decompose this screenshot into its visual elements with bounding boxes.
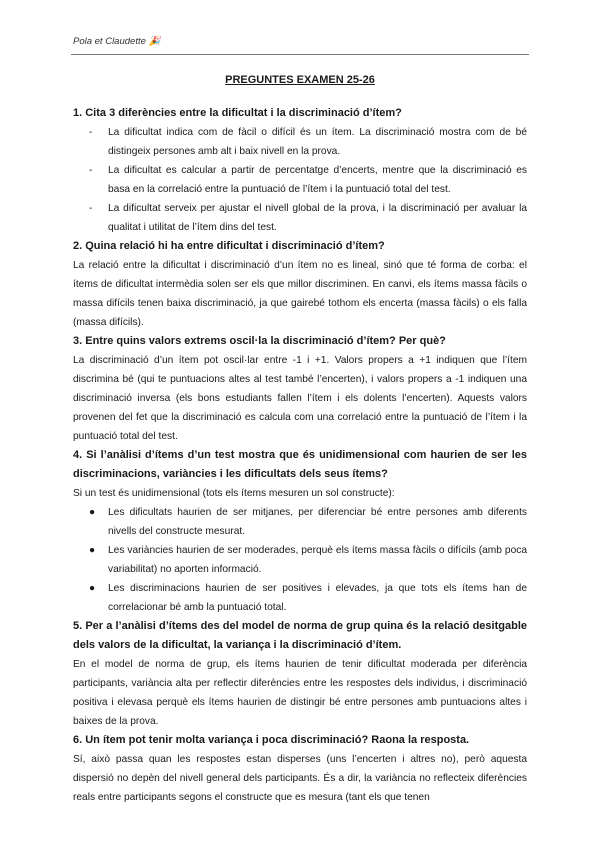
list-item-text: Les variàncies haurien de ser moderades, perquè els ítems massa fàcils o difícils (amb poca variabilitat) no aporten informació. bbox=[108, 545, 527, 575]
list-item bbox=[73, 161, 527, 199]
question-4-answer-list bbox=[73, 503, 527, 617]
question-6: 6. Un ítem pot tenir molta variança i poca discriminació? Raona la resposta. bbox=[73, 734, 470, 746]
header-divider bbox=[71, 54, 529, 55]
answer-2: La relació entre la dificultat i discriminació d’un ítem no es lineal, sinó que té forma de corba: el ítems de dificultat intermèdia solen ser els que millor discriminen. En canvi, els ítems massa fàcils o massa difícils tenen baixa discriminació, ja que gairebé tothom els encerta (massa fàcils) o els falla (massa difícils). bbox=[73, 260, 527, 328]
list-item bbox=[73, 123, 527, 161]
list-item-text: Les dificultats haurien de ser mitjanes, per diferenciar bé entre persones amb diferents nivells del constructe mesurat. bbox=[108, 507, 527, 537]
bullet-marker: ● bbox=[89, 507, 96, 518]
document-title: PREGUNTES EXAMEN 25-26 bbox=[225, 74, 375, 86]
list-item-text: La dificultat serveix per ajustar el nivell global de la prova, i la discriminació per avaluar la qualitat i utilitat de l’ítem dins del test. bbox=[108, 203, 527, 233]
bullet-marker: ● bbox=[89, 545, 96, 556]
question-5: 5. Per a l’anàlisi d’ítems des del model de norma de grup quina és la relació desitgable dels valors de la dificultat, la variança i la discriminació d’ítem. bbox=[73, 620, 527, 651]
dash-marker: - bbox=[89, 203, 93, 214]
list-item-text: Les discriminacions haurien de ser positives i elevades, ja que tots els ítems han de correlacionar bé amb la puntuació total. bbox=[108, 583, 527, 613]
answer-5: En el model de norma de grup, els ítems haurien de tenir dificultat moderada per diferència participants, variància alta per reflectir diferències entre les respostes dels individus, i discriminació positiva i elevasa perquè els ítems haurien de distingir bé entre persones amb puntuacions altes i baixes de la prova. bbox=[73, 659, 527, 727]
dash-marker: - bbox=[89, 165, 93, 176]
answer-4-intro: Si un test és unidimensional (tots els ítems mesuren un sol constructe): bbox=[73, 488, 395, 499]
question-4: 4. Si l’anàlisi d’ítems d’un test mostra que és unidimensional com haurien de ser les discriminacions, variàncies i les dificultats dels seus ítems? bbox=[73, 449, 527, 480]
answer-6: Sí, això passa quan les respostes estan disperses (uns l’encerten i altres no), però aquesta dispersió no depèn del nivell general dels participants. És a dir, la variància no reflecteix diferències reals entre participants segons el constructe que es mesura (tant els que tenen bbox=[73, 754, 527, 803]
dash-marker: - bbox=[89, 127, 93, 138]
list-item bbox=[73, 199, 527, 237]
bullet-marker: ● bbox=[89, 583, 96, 594]
question-3: 3. Entre quins valors extrems oscil·la la discriminació d’ítem? Per què? bbox=[73, 335, 446, 347]
list-item-text: La dificultat indica com de fàcil o difícil és un ítem. La discriminació mostra com de bé distingeix persones amb alt i baix nivell en la prova. bbox=[108, 127, 527, 157]
question-2: 2. Quina relació hi ha entre dificultat i discriminació d’ítem? bbox=[73, 240, 385, 252]
list-item-text: La dificultat es calcular a partir de percentatge d’encerts, mentre que la discriminació es basa en la correlació entre la puntuació de l’ítem i la puntuació total del test. bbox=[108, 165, 527, 195]
list-item bbox=[73, 541, 527, 579]
list-item bbox=[73, 503, 527, 541]
list-item bbox=[73, 579, 527, 617]
page-header: Pola et Claudette 🎉 bbox=[73, 36, 161, 47]
answer-3: La discriminació d’un ítem pot oscil·lar entre -1 i +1. Valors propers a +1 indiquen que l’ítem discrimina bé (qui te puntuacions altes al test també l’encerten), i valors propers a -1 indiquen una discriminació inversa (els bons estudiants fallen l’ítem i els dolents l’encerten). Aquests valors provenen del fet que la discriminació es calcula com una correlació entre la puntuació de l’ítem i la puntuació total del test. bbox=[73, 355, 527, 442]
question-1-answer-list bbox=[73, 123, 527, 237]
question-1: 1. Cita 3 diferències entre la dificultat i la discriminació d’ítem? bbox=[73, 107, 402, 119]
